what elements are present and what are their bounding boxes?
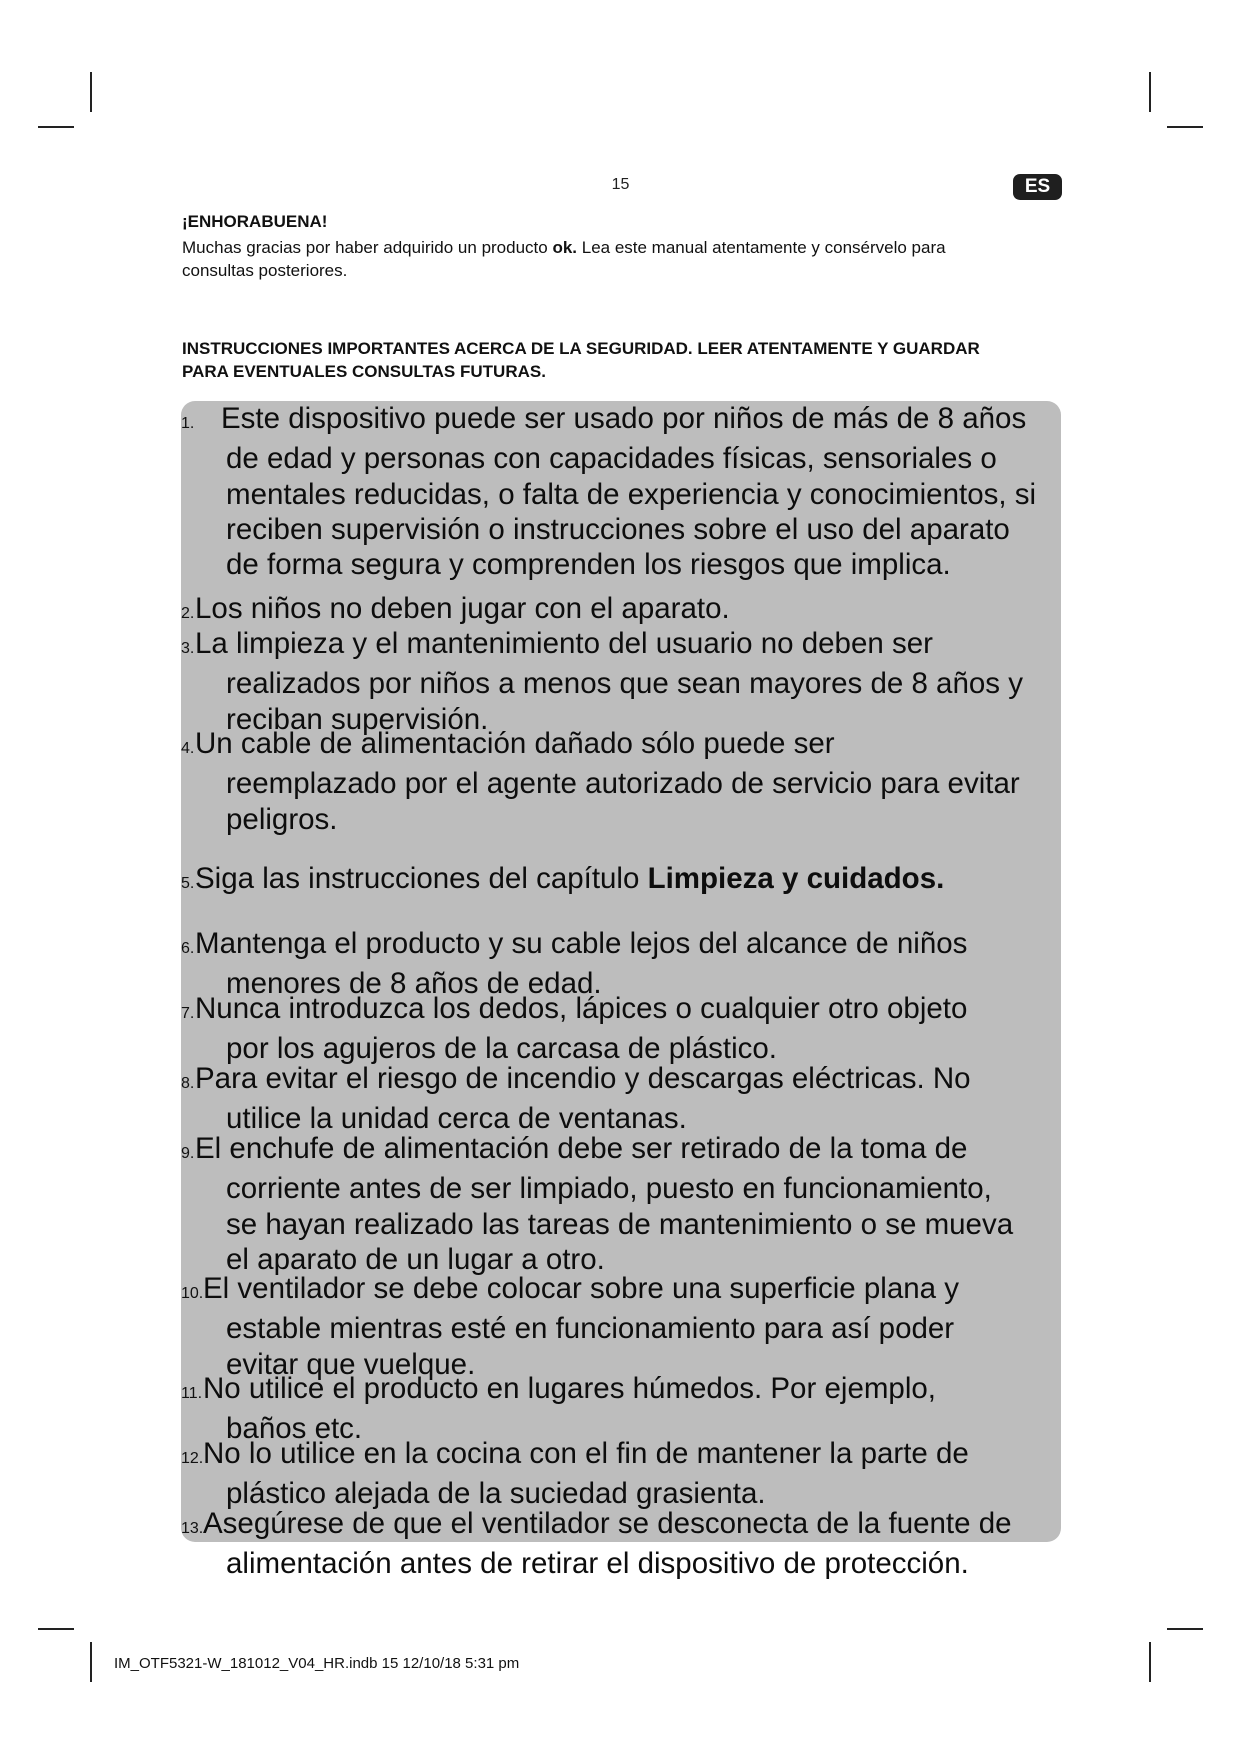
print-slug: IM_OTF5321-W_181012_V04_HR.indb 15 12/10/18 5:31 pm [114,1655,520,1672]
safety-item-text: Mantenga el producto y su cable lejos del alcance de niños [195,927,968,960]
congrats-title: ¡ENHORABUENA! [182,212,328,231]
safety-item-continuation: reciban supervisión. [226,702,489,736]
safety-item-number: 1. [181,415,195,432]
crop-mark [1149,72,1151,112]
intro-text: Muchas gracias por haber adquirido un producto [182,238,553,257]
safety-item-continuation: de forma segura y comprenden los riesgos que implica. [226,548,951,582]
safety-item-first-line [181,626,1081,666]
safety-item-first-line [181,861,1081,901]
safety-instructions-panel [181,401,1061,1581]
crop-mark [90,1642,92,1682]
language-badge: ES [1013,174,1062,200]
crop-mark [90,72,92,112]
safety-item-continuation: corriente antes de ser limpiado, puesto en funcionamiento, [226,1172,992,1206]
safety-item [181,726,1081,837]
safety-item-text: No utilice el producto en lugares húmedos. Por ejemplo, [203,1372,936,1405]
safety-item-continuation: utilice la unidad cerca de ventanas. [226,1102,687,1136]
safety-item-continuation: mentales reducidas, o falta de experiencia y conocimientos, si [226,477,1037,511]
safety-item [181,861,1081,901]
safety-item-number: 11. [181,1385,203,1402]
safety-item-first-line [181,1436,1081,1476]
safety-item-first-line [181,726,1081,766]
safety-item-first-line [181,401,1081,441]
safety-item-text: Un cable de alimentación dañado sólo puede ser [195,727,835,760]
safety-item-continuation: realizados por niños a menos que sean mayores de 8 años y [226,667,1023,701]
safety-item-number: 6. [181,940,195,957]
safety-item-number: 10. [181,1285,204,1302]
safety-item-continuation: reemplazado por el agente autorizado de servicio para evitar [226,767,1020,801]
safety-heading [182,337,1062,383]
safety-item [181,1271,1081,1382]
safety-item-continuation: evitar que vuelque. [226,1347,476,1381]
crop-mark [1149,1642,1151,1682]
safety-item [181,1061,1081,1137]
safety-item-continuation: peligros. [226,802,338,836]
safety-item-text: Para evitar el riesgo de incendio y descargas eléctricas. No [195,1062,971,1095]
safety-item-first-line [181,1271,1081,1311]
safety-item-number: 7. [181,1005,195,1022]
safety-item-continuation: se hayan realizado las tareas de mantenimiento o se mueva [226,1207,1014,1241]
safety-item-first-line [181,991,1081,1031]
safety-item-continuation: plástico alejada de la suciedad grasienta. [226,1477,766,1511]
safety-item-number: 3. [181,640,195,657]
safety-item-number: 9. [181,1145,195,1162]
safety-item [181,1131,1081,1277]
safety-item-continuation: de edad y personas con capacidades físicas, sensoriales o [226,442,997,476]
chapter-reference: Limpieza y cuidados. [647,862,945,895]
intro-paragraph [182,236,1062,282]
safety-item-continuation: alimentación antes de retirar el dispositivo de protección. [226,1547,969,1581]
crop-mark [38,1628,74,1630]
safety-item-continuation: por los agujeros de la carcasa de plástico. [226,1032,777,1066]
safety-item-continuation: menores de 8 años de edad. [226,967,602,1001]
intro-text-cont: Lea este manual atentamente y consérvelo para [577,238,946,257]
safety-item-first-line [181,1061,1081,1101]
safety-item-number: 2. [181,605,195,622]
crop-mark [1167,126,1203,128]
safety-item-text: Este dispositivo puede ser usado por niños de más de 8 años [221,402,1027,435]
safety-item-text: Siga las instrucciones del capítulo [195,862,648,895]
safety-item-number: 5. [181,875,195,892]
safety-item [181,1436,1081,1512]
safety-item-first-line [181,1131,1081,1171]
intro-text-line2: consultas posteriores. [182,261,348,280]
safety-item-text: La limpieza y el mantenimiento del usuario no deben ser [195,627,933,660]
safety-item [181,1506,1081,1582]
safety-item-text: Asegúrese de que el ventilador se desconecta de la fuente de [203,1507,1012,1540]
safety-item-number: 4. [181,740,195,757]
brand-name: ok. [552,238,578,257]
safety-item-continuation: baños etc. [226,1412,363,1446]
safety-item-number: 13. [181,1520,204,1537]
safety-item-first-line [181,1506,1081,1546]
crop-mark [38,126,74,128]
safety-item [181,401,1081,582]
safety-item-continuation: reciben supervisión o instrucciones sobre el uso del aparato [226,512,1010,546]
safety-heading-line2: PARA EVENTUALES CONSULTAS FUTURAS. [182,362,546,381]
safety-item-text: Los niños no deben jugar con el aparato. [195,592,730,625]
safety-item [181,626,1081,737]
safety-item-first-line [181,926,1081,966]
safety-item-text: El enchufe de alimentación debe ser retirado de la toma de [195,1132,968,1165]
safety-item [181,991,1081,1067]
safety-item-first-line [181,1371,1081,1411]
safety-item-number: 12. [181,1450,204,1467]
safety-item-text: No lo utilice en la cocina con el fin de mantener la parte de [203,1437,969,1470]
safety-heading-line1: INSTRUCCIONES IMPORTANTES ACERCA DE LA SEGURIDAD. LEER ATENTAMENTE Y GUARDAR [182,339,980,358]
safety-item-number: 8. [181,1075,195,1092]
crop-mark [1167,1628,1203,1630]
safety-item-text: Nunca introduzca los dedos, lápices o cualquier otro objeto [195,992,968,1025]
safety-item-continuation: el aparato de un lugar a otro. [226,1242,605,1276]
page-number: 15 [611,176,630,193]
safety-item-continuation: estable mientras esté en funcionamiento para así poder [226,1312,955,1346]
safety-item-text: El ventilador se debe colocar sobre una superficie plana y [203,1272,959,1305]
